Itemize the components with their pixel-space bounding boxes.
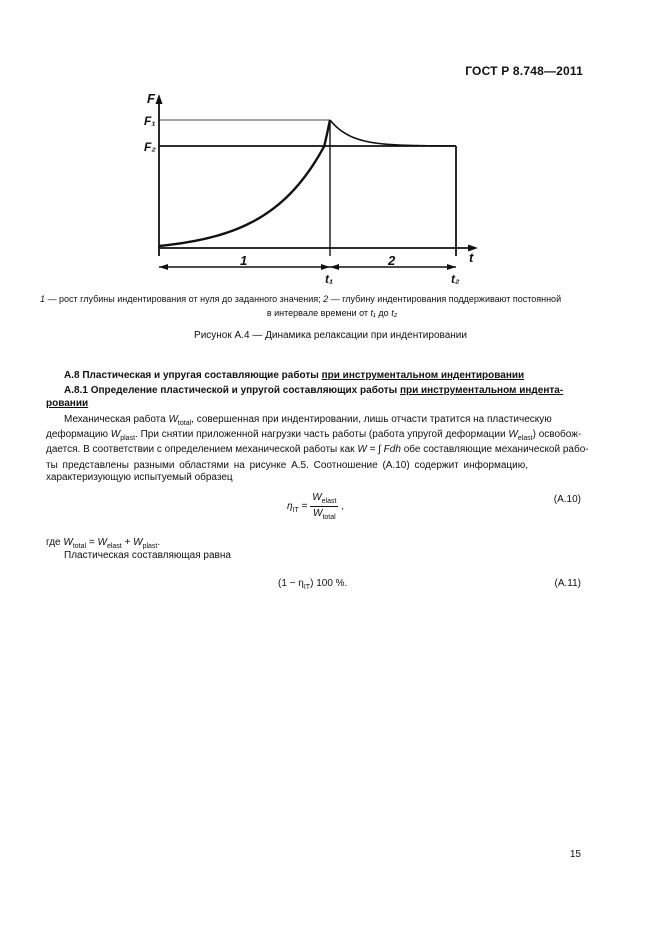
section-a81-heading [64, 384, 620, 397]
para-text: Механическая работа [64, 414, 166, 425]
dim-arrow-t1-left [321, 264, 330, 270]
note-t1: t₁ [370, 308, 376, 318]
var-w: W [168, 414, 178, 425]
x-axis-label: t [469, 250, 474, 265]
sub-total: total [72, 543, 87, 550]
work-integral-formula: W = ∫ Fdh [357, 444, 401, 455]
para-text: обе составляющие механической рабо- [403, 444, 589, 455]
interval-1-label: 1 [240, 253, 248, 268]
document-number: ГОСТ Р 8.748—2011 [465, 64, 583, 78]
var-w: W [508, 429, 518, 440]
f1-label: F₁ [144, 114, 156, 128]
para-text: деформацию [46, 429, 108, 440]
where-text: где [46, 537, 61, 548]
dim-arrow-left [159, 264, 168, 270]
sub-total: total [322, 514, 336, 521]
figure-note-line-1 [40, 293, 624, 306]
sub-elast: elast [106, 543, 122, 550]
equals-sign: = [88, 537, 95, 548]
loading-curve [159, 120, 330, 246]
fraction [310, 492, 338, 521]
section-a8-title: Пластическая и упругая составляющие работы [82, 370, 319, 381]
plus-sign: + [124, 537, 131, 548]
note-1-text: — рост глубины индентирования от нуля до заданного значения; [47, 294, 321, 304]
section-a81-number: А.8.1 [64, 385, 88, 396]
fraction-numerator [310, 492, 338, 507]
paragraph-line-4: ты представлены разными областями на рисунке А.5. Соотношение (А.10) содержит информацию, [46, 460, 529, 471]
fraction-denominator [310, 507, 338, 521]
where-line [46, 537, 160, 550]
var-w: W [133, 537, 143, 548]
equation-a11-number: (А.11) [554, 578, 581, 589]
note-t2: t₂ [391, 308, 398, 318]
relaxation-curve [330, 120, 456, 146]
eq-a11-close: ) 100 %. [310, 578, 348, 589]
section-a8-heading [64, 369, 620, 382]
paragraph-line-3 [46, 442, 621, 457]
t1-label: t₁ [325, 272, 334, 286]
eta-symbol: η [287, 501, 293, 513]
equals-sign: = [301, 501, 308, 513]
var-w: W [312, 492, 322, 503]
paragraph-line-5: характеризующую испытуемый образец [46, 472, 233, 483]
sub-it: IT [292, 507, 299, 515]
period: . [157, 537, 161, 548]
sub-plast: plast [120, 435, 136, 442]
var-w: W [312, 508, 323, 519]
equation-a10-number: (А.10) [553, 494, 581, 505]
note-interval-text: в интервале времени от [266, 308, 369, 318]
figure-caption: Рисунок А.4 — Динамика релаксации при индентировании [194, 330, 467, 341]
sub-total: total [177, 420, 192, 427]
note-do: до [378, 308, 389, 318]
note-2-number: 2 [323, 294, 329, 304]
section-a81-heading-cont [46, 397, 602, 410]
sub-elast: elast [321, 498, 337, 505]
para-text: дается. В соответствии с определением механической работы как [46, 444, 355, 455]
sub-it: IT [303, 584, 311, 591]
var-w: W [97, 537, 107, 548]
f2-label: F₂ [144, 140, 156, 154]
y-axis-label: F [147, 91, 155, 106]
eq-a11-open: (1 − η [278, 578, 304, 589]
note-1-number: 1 [40, 294, 46, 304]
interval-2-label: 2 [388, 253, 396, 268]
note-2-text: — глубину индентирования поддерживают постоянной [330, 294, 562, 304]
t2-label: t₂ [451, 272, 460, 286]
equation-a11 [278, 578, 347, 591]
para-text: , совершенная при индентировании, лишь отчасти тратится на пластическую [191, 414, 552, 425]
para-text: ) освобож- [532, 429, 582, 440]
section-a8-number: А.8 [64, 370, 80, 381]
page-number: 15 [569, 849, 581, 860]
equation-a10 [287, 492, 344, 521]
section-a81-title-underlined: при инструментальном индента- [399, 385, 564, 396]
dim-arrow-t1-right [330, 264, 339, 270]
section-a8-title-underlined: при инструментальном индентировании [321, 370, 525, 381]
dim-arrow-right [447, 264, 456, 270]
figure-note-line-2 [40, 307, 624, 320]
sub-elast: elast [517, 435, 533, 442]
sub-plast: plast [142, 543, 158, 550]
y-axis-arrow [156, 94, 163, 104]
para-text: . При снятии приложенной нагрузки часть работы (работа упругой деформации [135, 429, 506, 440]
var-w: W [63, 537, 73, 548]
var-w: W [110, 429, 121, 440]
plastic-component-line: Пластическая составляющая равна [64, 550, 231, 561]
section-a81-title-underlined-cont: ровании [46, 398, 89, 409]
comma: , [341, 501, 345, 513]
section-a81-title: Определение пластической и упругой составляющих работы [90, 385, 398, 396]
relaxation-figure [138, 86, 483, 286]
